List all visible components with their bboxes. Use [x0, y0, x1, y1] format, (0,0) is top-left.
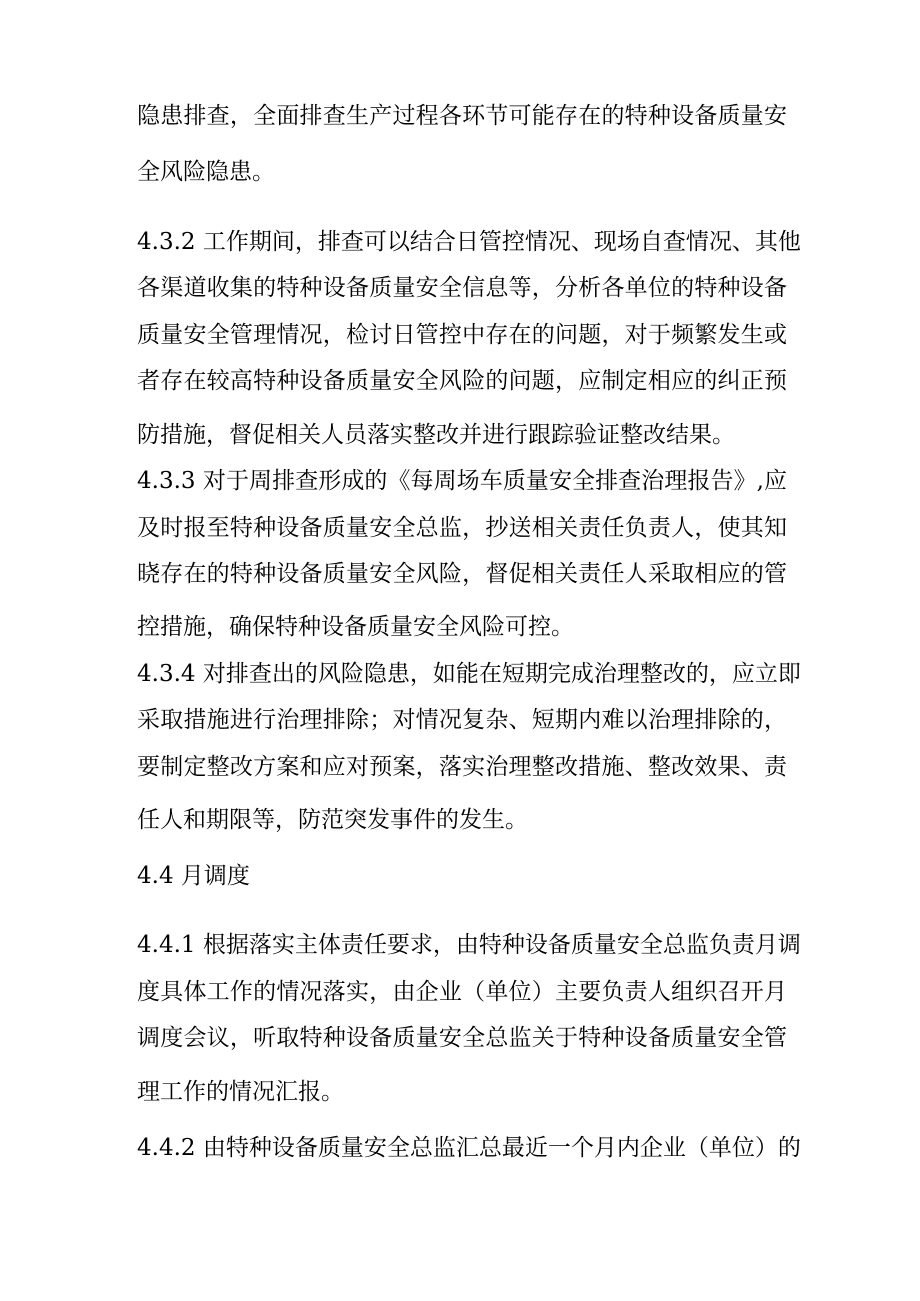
- text-line: 4.3.2 工作期间，排查可以结合日管控情况、现场自查情况、其他: [137, 229, 801, 255]
- text-line: 任人和期限等，防范突发事件的发生。: [137, 807, 528, 833]
- text-line: 4.4.2 由特种设备质量安全总监汇总最近一个月内企业（单位）的: [137, 1135, 801, 1161]
- text-line: 理工作的情况汇报。: [137, 1079, 344, 1105]
- text-line: 质量安全管理情况，检讨日管控中存在的问题，对于频繁发生或: [137, 322, 787, 348]
- text-line: 4.4.1 根据落实主体责任要求，由特种设备质量安全总监负责月调: [137, 932, 801, 958]
- text-line: 调度会议，听取特种设备质量安全总监关于特种设备质量安全管: [137, 1025, 787, 1051]
- text-line: 4.3.4 对排查出的风险隐患，如能在短期完成治理整改的，应立即: [137, 661, 801, 687]
- text-line: 及时报至特种设备质量安全总监，抄送相关责任负责人，使其知: [137, 515, 787, 541]
- section-heading: 4.4 月调度: [137, 863, 250, 889]
- text-line: 4.3.3 对于周排查形成的《每周场车质量安全排查治理报告》,应: [137, 468, 787, 494]
- text-line: 各渠道收集的特种设备质量安全信息等，分析各单位的特种设备: [137, 275, 787, 301]
- text-line: 防措施，督促相关人员落实整改并进行跟踪验证整改结果。: [137, 422, 735, 448]
- text-line: 采取措施进行治理排除；对情况复杂、短期内难以治理排除的，: [137, 707, 787, 733]
- text-line: 控措施，确保特种设备质量安全风险可控。: [137, 614, 574, 640]
- text-line: 度具体工作的情况落实，由企业（单位）主要负责人组织召开月: [137, 979, 787, 1005]
- text-line: 全风险隐患。: [137, 159, 275, 185]
- text-line: 要制定整改方案和应对预案，落实治理整改措施、整改效果、责: [137, 754, 787, 780]
- text-line: 晓存在的特种设备质量安全风险，督促相关责任人采取相应的管: [137, 561, 787, 587]
- text-line: 者存在较高特种设备质量安全风险的问题，应制定相应的纠正预: [137, 368, 787, 394]
- text-line: 隐患排查，全面排查生产过程各环节可能存在的特种设备质量安: [137, 103, 787, 129]
